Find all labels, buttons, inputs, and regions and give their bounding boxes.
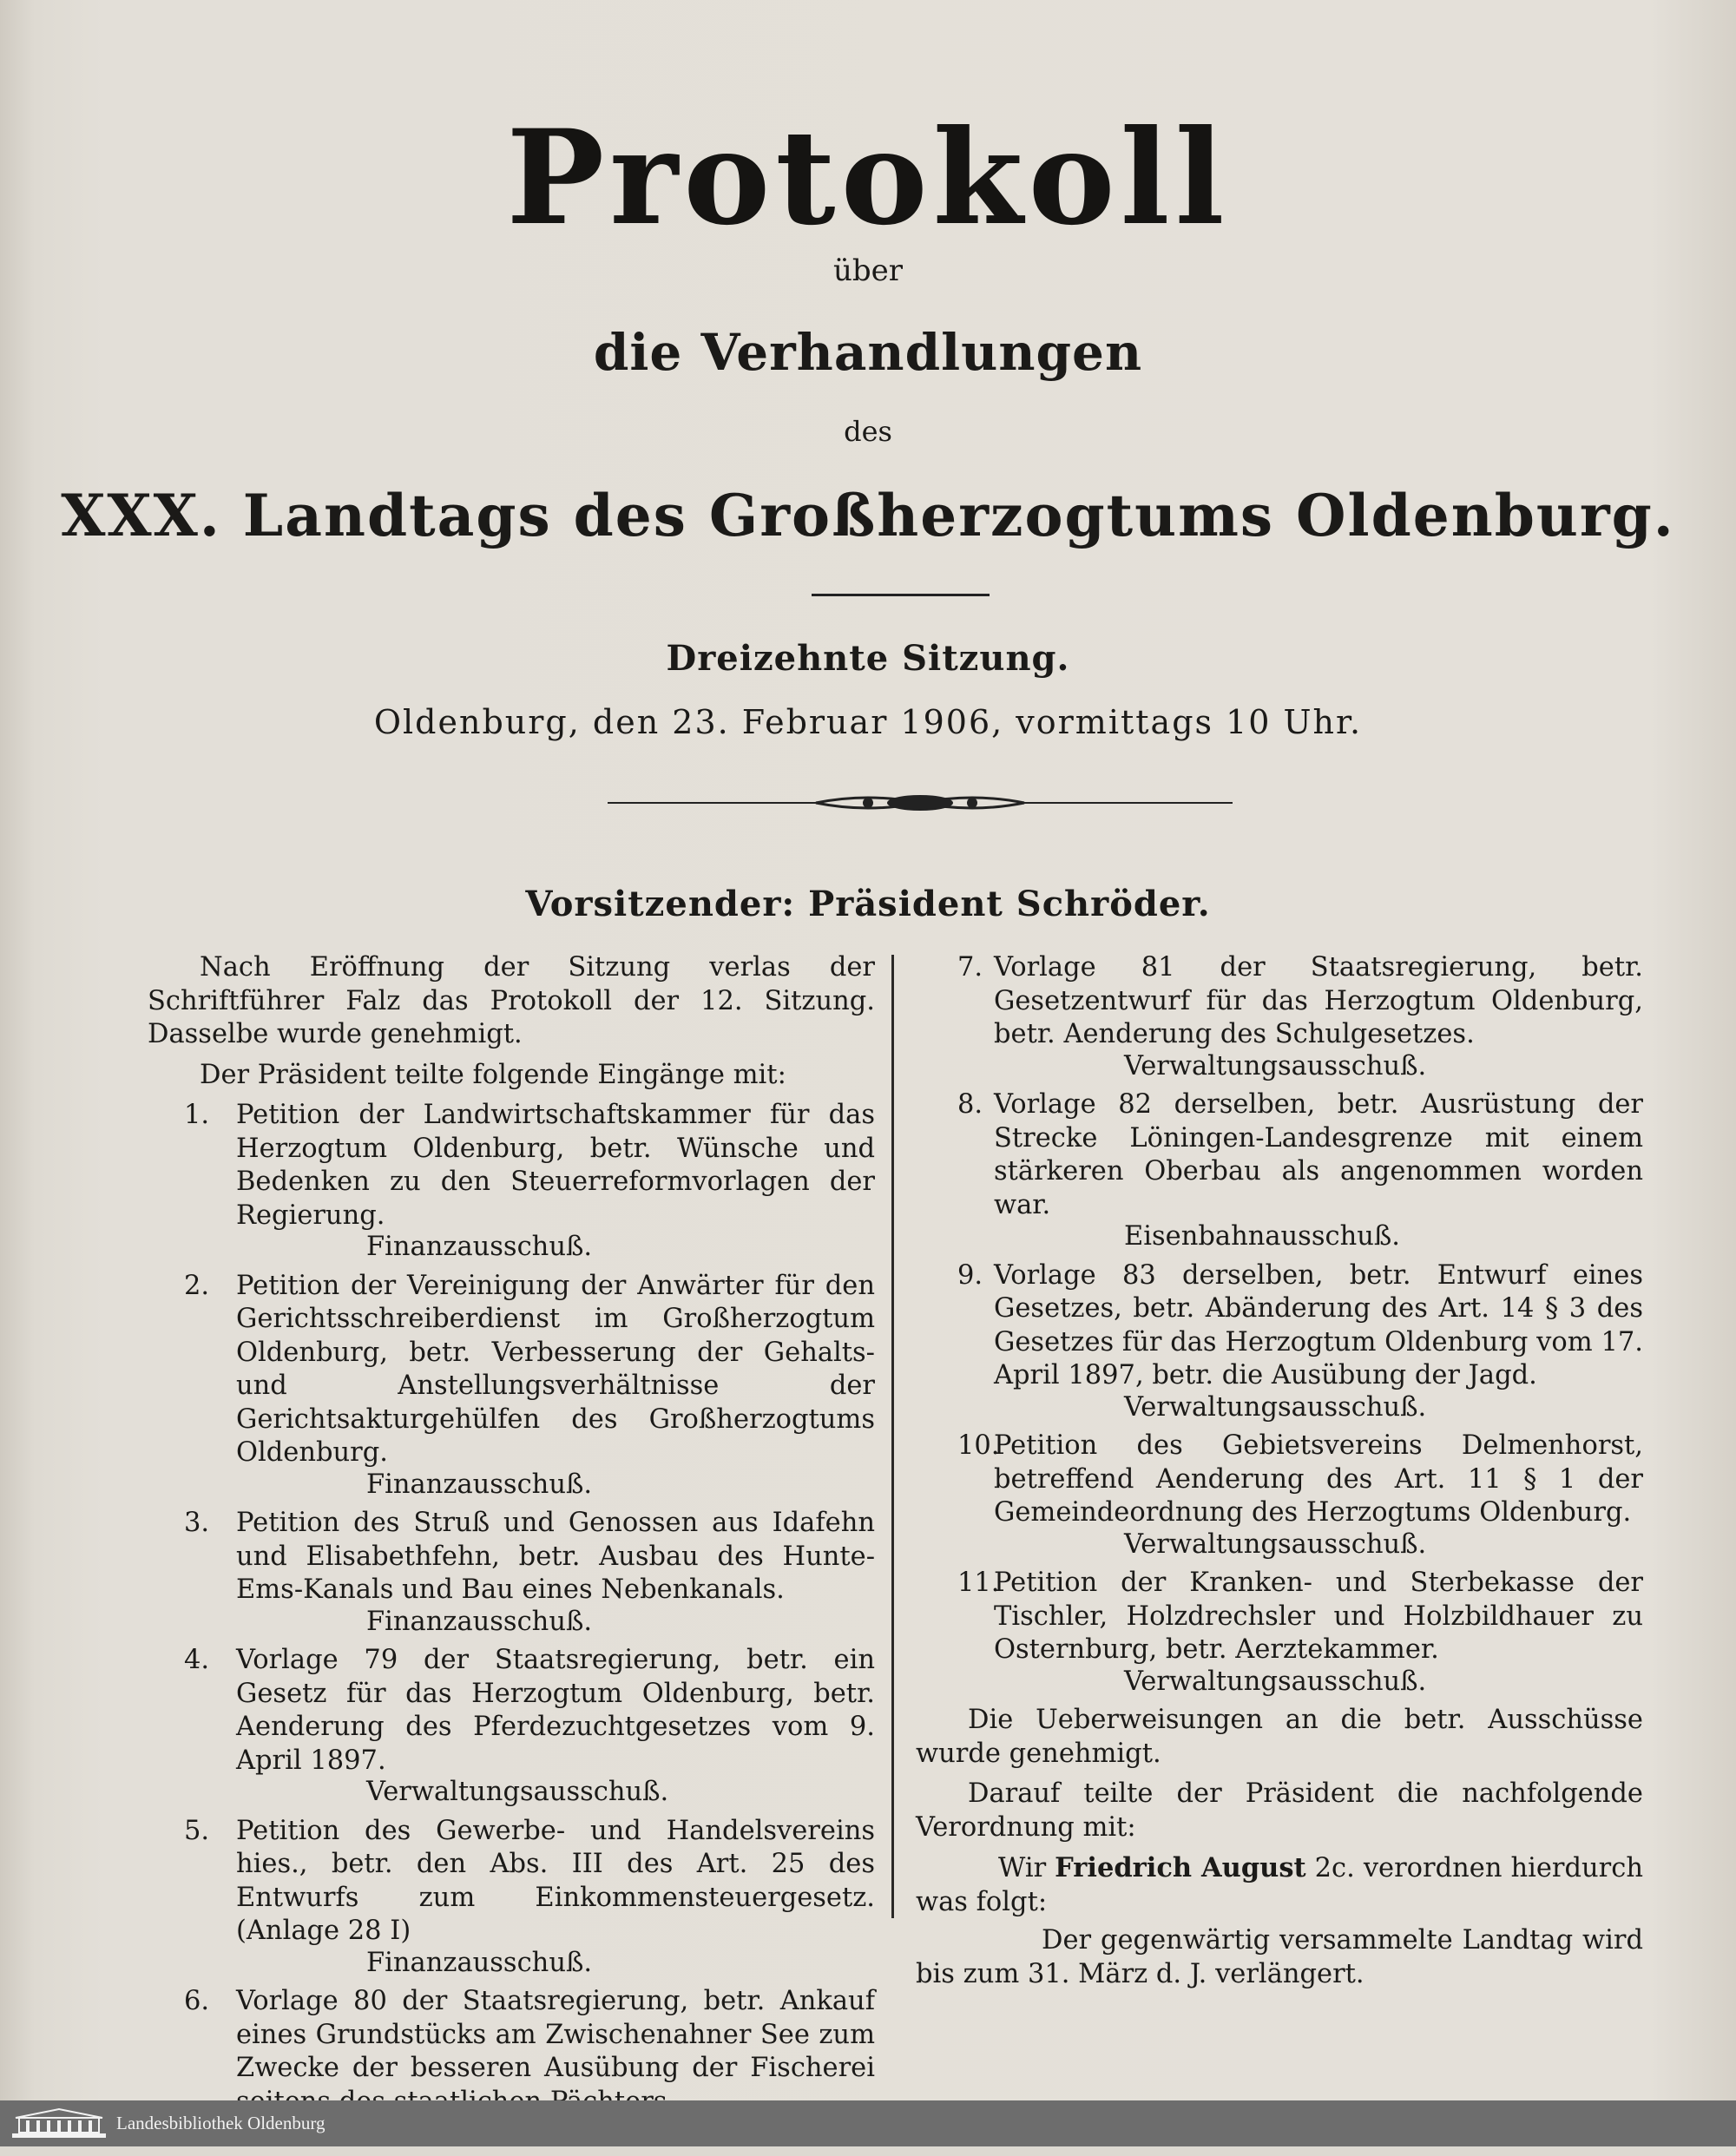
document-title: Protokoll [506, 102, 1230, 254]
item-committee: Verwaltungsausschuß. [366, 1777, 669, 1807]
item-text: Vorlage 83 derselben, betr. Entwurf eines Gesetzes, betr. Abänderung des Art. 14 § 3 des Gesetzes für das Herzogtum Oldenburg vom 17. April 1897, betr. die Ausübung der Jagd. [994, 1259, 1643, 1390]
list-item [916, 1567, 1643, 1699]
item-committee: Verwaltungsausschuß. [1124, 1528, 1427, 1560]
list-item [916, 1259, 1643, 1425]
decree-paragraph [916, 1851, 1643, 1919]
item-number: 8. [957, 1089, 983, 1120]
item-committee: Finanzausschuß. [366, 1947, 593, 1978]
item-number: 10. [957, 1430, 1000, 1461]
column-divider [891, 955, 894, 1918]
decree-suffix: 2c. verordnen hierdurch was folgt: [916, 1853, 1643, 1917]
list-item [148, 1644, 875, 1810]
list-item [148, 1507, 875, 1639]
item-number: 1. [184, 1100, 210, 1130]
chair-heading: Vorsitzender: Präsident Schröder. [525, 884, 1211, 924]
title-rule [812, 594, 990, 596]
decree-name: Friedrich August [1055, 1852, 1306, 1883]
list-item [148, 1815, 875, 1981]
decree-prefix: Wir [998, 1853, 1047, 1883]
item-committee: Finanzausschuß. [366, 1232, 593, 1262]
item-text: Vorlage 81 der Staatsregierung, betr. Gesetzentwurf für das Herzogtum Oldenburg, betr. Aenderung des Schulgesetzes. [994, 952, 1643, 1049]
item-number: 5. [184, 1815, 210, 1846]
item-text: Petition des Struß und Genossen aus Idafehn und Elisabethfehn, betr. Ausbau des Hunte-Ems-Kanals und Bau eines Nebenkanals. [236, 1508, 875, 1605]
item-number: 11. [957, 1568, 1000, 1598]
library-building-icon [10, 2107, 108, 2140]
item-number: 9. [957, 1259, 983, 1291]
intro-paragraph: Nach Eröffnung der Sitzung verlas der Schriftführer Falz das Protokoll der 12. Sitzung. Dasselbe wurde genehmigt. [148, 952, 875, 1049]
item-committee: Verwaltungsausschuß. [1124, 1666, 1427, 1697]
item-text: Petition der Kranken- und Sterbekasse der Tischler, Holzdrechsler und Holzbildhauer zu Osternburg, betr. Aerztekammer. [994, 1568, 1643, 1665]
item-text: Petition des Gewerbe- und Handelsvereins hies., betr. den Abs. III des Art. 25 des Entwurfs zum Einkommensteuergesetz. (Anlage 28 I) [236, 1815, 875, 1946]
list-item [916, 951, 1643, 1083]
item-text: Petition der Vereinigung der Anwärter für den Gerichtsschreiberdienst im Großherzogtum Oldenburg, betr. Verbesserung der Gehalts- und Anstellungsverhältnisse der Gerichtsakturgehülfen des Großherzogtums Oldenburg. [236, 1270, 875, 1468]
list-item [148, 1270, 875, 1502]
list-item [916, 1088, 1643, 1254]
item-committee: Verwaltungsausschuß. [1124, 1050, 1427, 1081]
item-text: Vorlage 80 der Staatsregierung, betr. Ankauf eines Grundstücks am Zwischenahner See zum Zwecke der besseren Ausübung der Fischerei [236, 1986, 875, 2083]
item-number: 2. [184, 1270, 210, 1301]
title-ueber: über [832, 253, 904, 288]
dateline: Oldenburg, den 23. Februar 1906, vormittags 10 Uhr. [373, 703, 1363, 741]
item-number: 3. [184, 1508, 210, 1538]
title-landtag: XXX. Landtags des Großherzogtums Oldenburg. [61, 482, 1675, 549]
library-name: Landesbibliothek Oldenburg [116, 2113, 326, 2133]
item-committee: Finanzausschuß. [366, 1606, 593, 1637]
session-heading: Dreizehnte Sitzung. [666, 638, 1070, 679]
item-number: 6. [184, 1986, 210, 2016]
item-text: Vorlage 79 der Staatsregierung, betr. ein Gesetz für das Herzogtum Oldenburg, betr. Aenderung des Pferdezuchtgesetzes vom 9. April 1897. [236, 1645, 875, 1776]
approval-paragraph: Die Ueberweisungen an die betr. Ausschüsse wurde genehmigt. [916, 1705, 1643, 1769]
item-committee: Eisenbahnausschuß. [1124, 1221, 1400, 1252]
item-text: Vorlage 82 derselben, betr. Ausrüstung der Strecke Löningen-Landesgrenze mit einem stärkeren Oberbau als angenommen worden war. [994, 1089, 1643, 1220]
right-column [916, 951, 1643, 1991]
decree-text: Der gegenwärtig versammelte Landtag wird bis zum 31. März d. J. verlängert. [916, 1925, 1643, 1989]
title-des: des [844, 415, 892, 448]
item-committee: Finanzausschuß. [366, 1469, 593, 1500]
list-item [916, 1430, 1643, 1561]
title-verhandlungen: die Verhandlungen [593, 323, 1143, 382]
announcement-paragraph: Der Präsident teilte folgende Eingänge mit: [200, 1059, 786, 1090]
list-item [148, 1099, 875, 1265]
decree-intro-paragraph: Darauf teilte der Präsident die nachfolgende Verordnung mit: [916, 1778, 1643, 1843]
footer-bar [0, 2100, 1736, 2146]
item-committee: Verwaltungsausschuß. [1124, 1391, 1427, 1423]
item-number: 7. [957, 952, 983, 983]
item-number: 4. [184, 1645, 210, 1675]
item-text: Petition der Landwirtschaftskammer für das Herzogtum Oldenburg, betr. Wünsche und Bedenken zu den Steuerreformvorlagen der Regierung. [236, 1100, 875, 1231]
ornament-divider [608, 785, 1233, 820]
item-text: Petition des Gebietsvereins Delmenhorst, betreffend Aenderung des Art. 11 § 1 der Gemeindeordnung des Herzogtums Oldenburg. [994, 1430, 1643, 1528]
left-column [148, 951, 875, 2156]
